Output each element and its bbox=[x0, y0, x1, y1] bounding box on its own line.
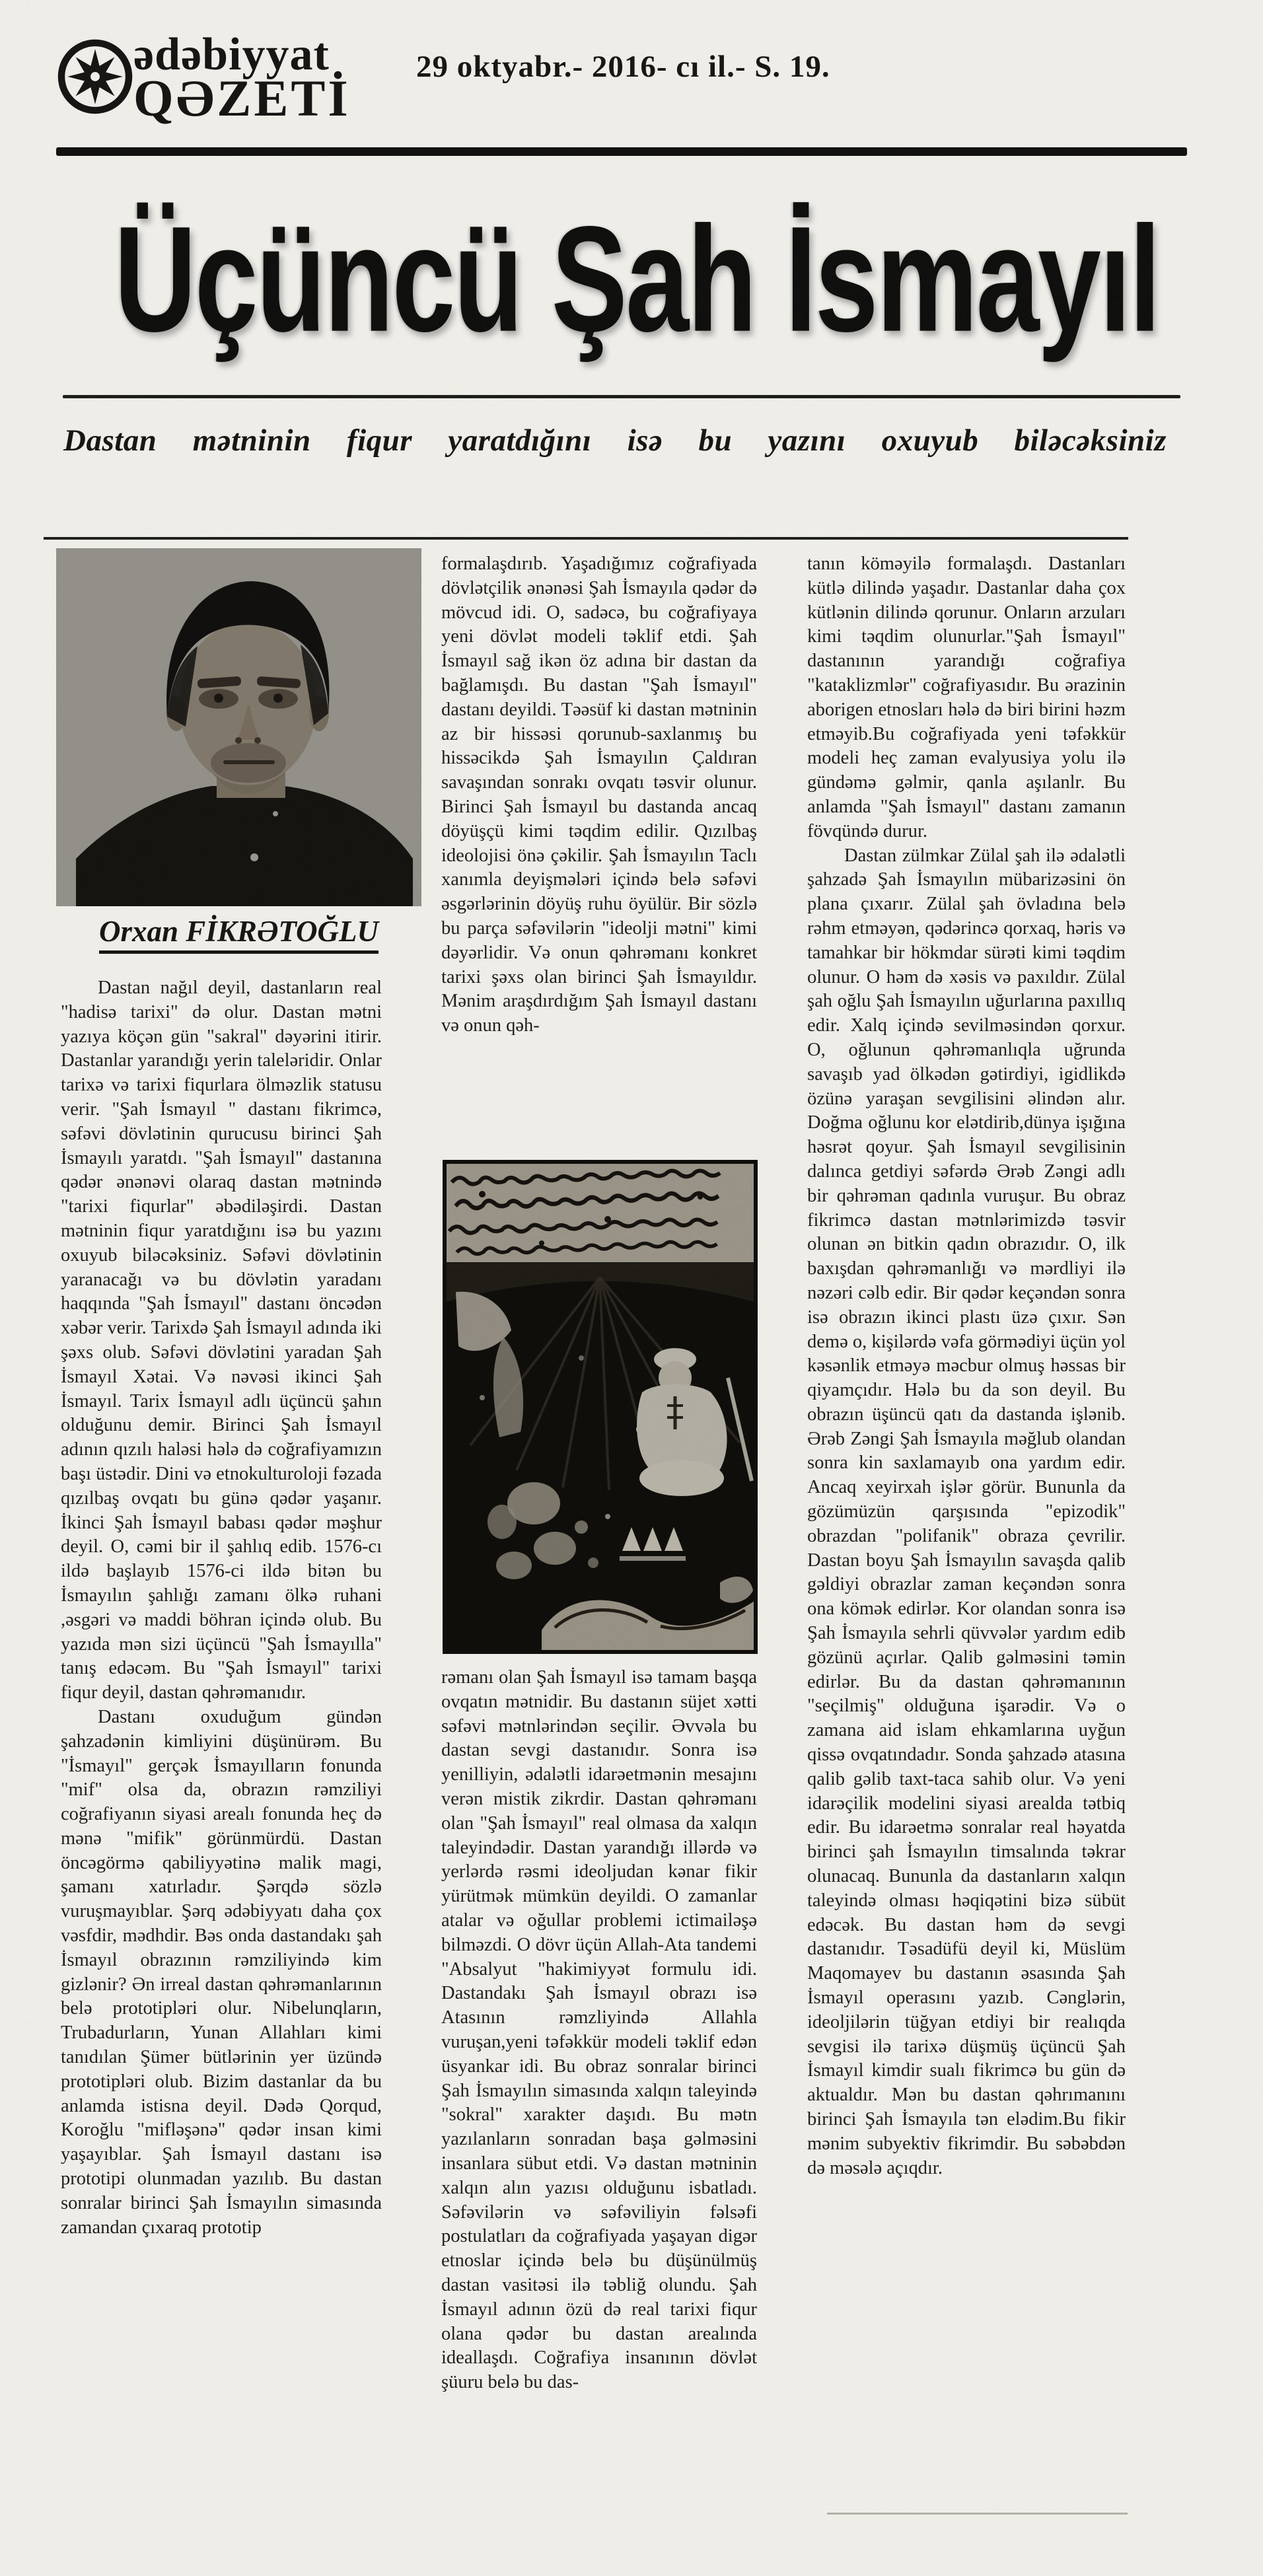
article-column-middle-bottom bbox=[441, 1666, 757, 2564]
article-headline: Üçüncü Şah İsmayıl bbox=[114, 195, 1159, 363]
paragraph: Dastanı oxuduğum gündən şahzadənin kimliyini düşünürəm. Bu "İsmayıl" gerçək İsmayılların fonunda "mif" olsa da, obrazın rəmziliyi coğrafiyanın siyasi arealı fonunda heç də mənə "mifik" görünmürdü. Dastan öncəgörmə qabiliyyətinə malik magi, şamanı xatırladır. Şərqdə sözlə vuruşmayıblar. Şərq ədəbiyyatı daha çox vəsfdir, mədhdir. Bəs onda dastandakı şah İsmayıl obrazının rəmziliyində kim gizlənir? Ən irreal dastan qəhrəmanlarının belə prototipləri olur. Nibelunqların, Trubadurların, Yunan Allahları kimi tanıdılan Şümer bütlərinin yer üzündə prototipləri olub. Bizim dastanlar da bu anlamda istisna deyil. Dədə Qorqud, Koroğlu "mifləşənə" qədər insan kimi yaşayıblar. Şah İsmayıl dastanı isə prototipi olunmadan yazılıb. Bu dastan sonralar birinci Şah İsmayılın simasında zamandan çıxaraq prototip bbox=[61, 1706, 382, 2238]
issue-date: 29 oktyabr.- 2016- cı il.- S. 19. bbox=[416, 50, 830, 84]
headline-rule bbox=[63, 395, 1180, 398]
byline-caption: Orxan FİKRƏTOĞLU bbox=[56, 914, 421, 948]
paragraph: formalaşdırıb. Yaşadığımız coğrafiyada dövlətçilik ənənəsi Şah İsmayıla qədər də mövcud idi. O, sadəcə, bu coğrafiyaya yeni dövlət modeli təklif etdi. Şah İsmayıl sağ ikən öz adına bir dastan da bağlamışdı. Bu dastan "Şah İsmayıl" dastanı deyildi. Təəsüf ki dastan mətninin az bir hissəsi qorunub-saxlanmış bu hissəcikdə Şah İsmayılın Çaldıran savaşından sonrakı ovqatı təsvir olunur. Birinci Şah İsmayıl bu dastanda ancaq döyüşçü kimi təqdim edilir. Qızılbaş ideolojisi önə çəkilir. Şah İsmayılın Taclı xanımla deyişmələri içində belə səfəvi əsgərlərinin döyüş ruhu öyülür. Bir sözlə bu parça səfəvilərin "ideolji mətni" kimi dəyərlidir. Və onun qəhrəmanı konkret tarixi şəxs olan birinci Şah İsmayıldır. Mənim araşdırdığım Şah İsmayıl dastanı və onun qəh- bbox=[441, 554, 757, 1036]
article-column-right bbox=[807, 552, 1126, 2534]
masthead-rule bbox=[56, 147, 1187, 156]
body-top-rule bbox=[44, 537, 1128, 540]
paragraph: rəmanı olan Şah İsmayıl isə tamam başqa ovqatın mətnidir. Bu dastanın süjet xətti səfəvi mətnlərindən seçilir. Əvvəla bu dastan sevgi dastanıdır. Sonra isə yenilliyin, ədalətli idarəetmənin mesajını verən mistik zikrdir. Dastan qəhrəmanı olan "Şah İsmayıl" real olmasa da xalqın taleyindədir. Dastan yarandığı illərdə və yerlərdə rəsmi ideoljudan kənar fikir yürütmək mümkün deyildi. O zamanlar atalar və oğullar problemi ictimailəşə bilməzdi. O dövr üçün Allah-Ata tandemi "Absalyut "hakimiyyət formulu idi. Dastandakı Şah İsmayıl obrazı isə Atasının rəmzliyində Allahla vuruşan,yeni təfəkkür modeli təklif edən üsyankar idi. Bu obraz sonralar birinci Şah İsmayılın simasında xalqın taleyində "sokral" xarakter daşıdı. Bu mətn yazılanların sonradan başa gəlməsini insanlara sübut etdi. Və dastan mətninin xalqın alın yazısı olduğunu isbatladı. Səfəvilərin və səfəviliyin fəlsəfi postulatları da coğrafiyada yaşayan digər etnoslar içində belə bu düşünülmüş dastan vasitəsi ilə təbliğ olundu. Şah İsmayıl adının özü də real tarixi fiqur olana qədər bu dastan arealında ideallaşdı. Coğrafiya insanının dövlət şüuru belə bu das- bbox=[441, 1667, 757, 2393]
newspaper-logo bbox=[133, 29, 351, 127]
manuscript-miniature bbox=[443, 1160, 758, 1654]
scan-artifact-line bbox=[827, 2513, 1128, 2515]
author-photo bbox=[56, 548, 421, 906]
paragraph: Dastan nağıl deyil, dastanların real "hadisə tarixi" də olur. Dastan mətni yazıya köçən gün "sakral" dəyərini itirir. Dastanlar yarandığı yerin taleləridir. Onlar tarixə və tarixi fiqurlara ölməzlik statusu verir. "Şah İsmayıl " dastanı fikrimcə, səfəvi dövlətinin qurucusu birinci Şah İsmayılı yaratdı. "Şah İsmayıl" dastanına qədər ənənəvi olaraq dastan mətnində "tarixi fiqurlar" əbədiləşirdi. Dastan mətninin fiqur yaratdığını isə bu yazını oxuyub biləcəksiniz. Səfəvi dövlətinin yaranacağı və bu dövlətin yaradanı haqqında "Şah İsmayıl" dastanı öncədən xəbər verir. Tarixdə Şah İsmayıl adında iki şəxs olub. Səfəvi dövlətini yaradan Şah İsmayıl Xətai. Və nəvəsi ikinci Şah İsmayıl. Tarix İsmayıl adlı üçüncü şahın olduğunu demir. Birinci Şah İsmayıl adının qızılı haləsi hələ də coğrafiyamızın başı üstədir. Dini və etnokulturoloji fəzada qızılbaş ovqatı bu günə qədər yaşanır. İkinci Şah İsmayıl babası qədər məşhur deyil. O, cəmi bir il şahlıq edib. 1576-cı ildə başlayıb 1576-ci ildə bitən bu İsmayılın şahlığı zamanı ölkə ruhani ,əsgəri və maddi böhran içində olub. Bu yazıda mən sizi üçüncü "Şah İsmayılla" tanış edəcəm. Bu "Şah İsmayıl" tarixi fiqur deyil, dastan qəhrəmanıdır. bbox=[61, 978, 382, 1703]
article-column-middle-top bbox=[441, 552, 757, 1152]
logo-star-emblem-icon bbox=[57, 38, 133, 115]
article-subtitle: Dastan mətninin fiqur yaratdığını isə bu yazını oxuyub biləcəksiniz bbox=[63, 423, 1167, 458]
logo-line1: ədəbiyyat bbox=[133, 29, 330, 80]
paragraph: tanın köməyilə formalaşdı. Dastanları kütlə dilində yaşadır. Dastanlar daha çox kütlənin dilində qorunur. Onların arzuları kimi təqdim olunurlar."Şah İsmayıl" dastanının yarandığı coğrafiya "kataklizmlər" coğrafiyasıdır. Bu ərazinin aborigen etnosları hələ də biri birini həzm etməyib.Bu coğrafiyada yeni təfəkkür modeli heç zaman evalyusiya yolu ilə gündəmə gəlmir, qanla aşılanlr. Bu anlamda "Şah İsmayıl" dastanı zamanın fövqündə durur. bbox=[807, 554, 1126, 841]
article-column-left bbox=[61, 976, 382, 2561]
logo-line2: QƏZETİ bbox=[133, 69, 351, 127]
paragraph: Dastan zülmkar Zülal şah ilə ədalətli şahzadə Şah İsmayılın mübarizəsini ön plana çıxarır. Zülal şah övladına belə rəhm etməyən, qədərincə qorxaq, həris və tamahkar bir hökmdar sürəti kimi təqdim olunur. O həm də xəsis və paxıldır. Zülal şah oğlu Şah İsmayılın uğurlarına paxıllıq edir. Xalq içində sevilməsindən qorxur. O, oğlunun qəhrəmanlıqla uğrunda savaşıb yad ölkədən gətirdiyi, igidlikdə özünə yaraşan sevgilisini əlindən alır. Doğma oğlunu kor elətdirib,dünya işığına həsrət qoyur. Şah İsmayıl sevgilisinin dalınca getdiyi səfərdə Ərəb Zəngi adlı bir qəhrəman qadınla vuruşur. Bu obraz fikrimcə dastan mətnlərimizdə təsvir olunan ən bitkin qadın obrazıdır. O, ilk baxışdan qəhrəmanlığı və mərdliyi ilə nəzəri cəlb edir. Bir qədər keçəndən sonra isə obrazın ikinci plastı üzə çıxır. Sən demə o, kişilərdə vəfa görmədiyi üçün yol kəsənlik etməyə məcbur olmuş həssas bir qiyamçıdır. Hələ bu da son deyil. Bu obrazın üşüncü qatı da dastanda işlənib. Ərəb Zəngi Şah İsmayıla məğlub olandan sonra kin saxlamayıb ona yardım edir. Ancaq xeyirxah işlər görür. Bununla da gözümüzün qarşısında "epizodik" obrazdan "polifanik" obraza çevrilir. Dastan boyu Şah İsmayılın savaşda qalib gəldiyi obrazlar zaman keçəndən sonra ona kömək edirlər. Kor olandan sonra isə Şah İsmayıla sehrli qüvvələr yardım edib gözünü açırlar. Qalib gəlməsini təmin edirlər. Bu da dastan qəhrəmanının "seçilmiş" olduğuna işarədir. Və o zamana aid islam ehkamlarına uyğun qissə ovqatındadır. Sonda şahzadə atasına qalib gəlib taxt-taca sahib olur. Və yeni idarəçilik modelini siyasi arealda tətbiq edir. Bu idarəetmə sonralar real həyatda birinci şah İsmayılın timsalında təkrar olunacaq. Bununla da dastanların xalqın taleyində olması həqiqətini bizə sübüt edəcək. Bu dastan həm də sevgi dastanıdır. Təsadüfü deyil ki, Müslüm Maqomayev bu dastanın əsasında Şah İsmayıl operasını yazıb. Cənglərin, ideoljilərin tüğyan etdiyi bir realıqda sevgisi ilə tarixə düşmüş üçüncü Şah İsmayıl kimdir sualı fikrimcə bu gün də aktualdır. Mən bu dastan qəhrımanını birinci Şah İsmayıla tən elədim.Bu fikir mənim subyektiv fikrimdir. Bu səbəbdən də məsələ açıqdır. bbox=[807, 845, 1126, 2178]
